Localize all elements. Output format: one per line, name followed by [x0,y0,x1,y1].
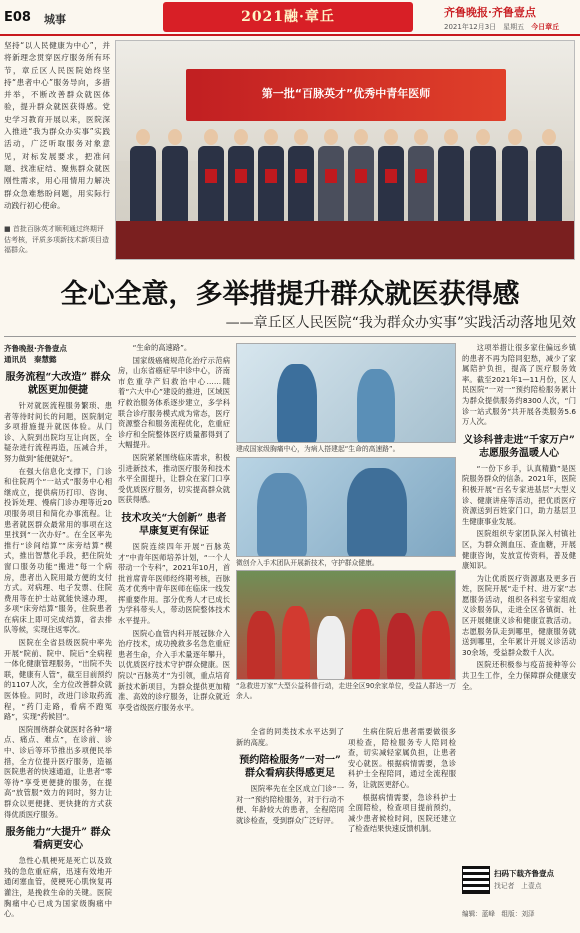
editor-credits: 编辑：蓝峰 组版：刘泽 [462,910,535,918]
article-column-1 [4,343,112,923]
photo-screen [186,69,506,121]
paragraph: 医院连续四年开展“百脉英才”中青年医师培养计划，“一个人带动一个专科”，2021年10月，首批首席青年医师经终期考核，百脉英才优秀中青年医师在临床一线发挥重要作用。部分优秀人才已成长为学科带头人，带动医院整体技术水平提升。 [118,541,230,626]
paragraph: 医院紧紧围绕临床需求，积极引进新技术，推动医疗服务和技术水平全面提升，让群众在家门口享受优质医疗服务，切实提高群众就医获得感。 [118,452,230,505]
banner-title: 2021融·章丘 [241,9,335,25]
byline-reporter: 通讯员 秦慧懿 [4,355,57,364]
paragraph: 医院还积极参与疫苗接种等公共卫生工作，全力保障群众健康安全。 [462,660,576,691]
paragraph: 为让优质医疗资源惠及更多百姓，医院开展“走千村、进万家”志愿服务活动，组织各科室专家组成义诊服务队，走进全区各镇街、社区开展健康义诊和健康宣教活动。志愿服务队走到哪里，健康服务就送到哪里，全年累计开展义诊活动30余场，受益群众数千人次。 [462,573,576,657]
article-column-4 [462,343,576,861]
divider [4,336,576,337]
qr-code[interactable] [462,866,490,894]
section-heading: 服务流程“大改造” 群众就医更加便捷 [5,372,111,396]
headline: 全心全意，多举措提升群众就医获得感 [60,279,520,310]
intro-text: 坚持“以人民健康为中心”，并将新理念贯穿医疗服务所有环节，章丘区人民医院始终坚持“患者中心”服务导向，多措并举，不断改善群众就医体验，提升群众就医获得感。党史学习教育开展以来，医院深入推进“我为群众办实事”实践活动，广泛听取服务对象意见，对标发展要求，把准问题、找准症结、聚焦群众就医刚性需求，用心用情用力解决群众急难愁盼问题，用实际行动践行初心使命。 [4,41,110,210]
paragraph: 国家级癌痛规范化治疗示范病房，山东省癌症早中诊中心，济南市危重孕产妇救治中心……随着“六大中心”建设的推进，区域医疗救治服务体系逐步建立，多学科联合诊疗服务模式成为常态，医疗资源整合和服务流程优化，危重症诊疗和全院整体医疗质量都得到了大幅提升。 [118,355,230,450]
paragraph: “生命的高速路”。 [132,343,192,352]
page-header [0,0,580,36]
ceremony-photo [115,40,575,260]
paragraph: 急性心肌梗死是死亡以及致残的急危重症病，迅速有效地开通闭塞血管，使梗死心肌恢复再灌注，是挽救生命的关键。医院胸痛中心已成为国家级胸痛中心。 [4,856,112,919]
photo-caption: 建成国家级胸痛中心，为病人搭建起“生命的高速路”。 [236,445,400,453]
chest-pain-center-photo [236,343,456,443]
paragraph: 针对就医流程服务繁琐、患者等待时间长的问题，医院制定多项措施提升就医体验。从门诊、入院到出院均互让向医，全疑杂进行流程再造，压减合并，努力做到“能便就好”。 [4,401,112,463]
column-banner [163,2,413,32]
byline-source: 齐鲁晚报·齐鲁壹点 [4,344,67,353]
paragraph: 医院在全省县级医院中率先开展“院前、院中、院后”全病程一体化健康管理服务，“出院不失联，健康有人管”，截至目前预约的1107人次，全方位改善群众就医体验。同时，改进门诊取药流程，“药门走路，看病不跑冤路”，实现“药候回”。 [4,638,112,722]
photo-caption-top: ■ 首批百脉英才顺利通过终期评估考核，评质多项新技术新项目造福群众。 [4,225,109,254]
article-column-3a [236,727,344,927]
edition-name: 今日章丘 [531,23,560,31]
surgery-photo [236,457,456,557]
photo-caption: 微创介入手术团队开展新技术，守护群众健康。 [236,558,379,567]
photo-table [116,221,575,260]
paragraph: 医院心血管内科开展冠脉介入治疗技术，成功挽救多名急危重症患者生命，介入手术量逐年攀升，以优质医疗技术守护群众健康。医院以“百脉英才”为引领，重点培育新技术新项目，为群众提供更加精准、高效的诊疗服务，让群众就近享受省级医疗服务水平。 [118,628,230,712]
photo-caption: “急救进万家”大型公益科普行动，走进全区90余家单位，受益人群达一万余人。 [236,682,456,700]
screen-text: 第一批“百脉英才”优秀中青年医师 [261,87,431,100]
paragraph: 医院围绕群众就医时各种“堵点、痛点、难点”，在诊前、诊中、诊后等环节推出多项便民举措，全方位提升医疗服务，造福医院患者的快速通道，让患者“零等待”享受更便捷的服务，在提高“放管服”效力的同时，努力让群众以更便捷、更快捷的方式获得优质医疗服务。 [4,724,112,819]
paragraph: 在强大信息化支撑下，门诊和住院两个“一站式”服务中心相继成立，提供病历打印、咨询、投诉处理、慢病门诊办理等近20项服务项目和简化办事流程。让患者就医群众最常用的事项在这里找到“一次办好”。在全区率先推行“诊间结算”“床旁结算”模式，推出智慧化手段，把住院处窗口服务功能“搬进”每一个病房，患者出入院用最方便的支付方式。对病理、电子发票、住院费用等在护士站就能快速办理，多项“床旁结算”服务，住院患者在病床上即可完成结算，省去排队等候，实现住返零次。 [4,466,112,635]
subheadline: ——章丘区人民医院“我为群众办实事”实践活动落地见效 [225,315,576,331]
article-column-3b [348,727,456,927]
paragraph: 这项举措让很多家住偏远乡镇的患者不再为陪同犯愁，减少了家属陪护负担，提高了医疗服务效率。截至2021年1—11月份，区人民医院“一对一”预约陪检服务累计为群众提供服务约8300人次，“门诊一站式服务”共开展各类服务5.6万人次。 [462,343,576,427]
section-heading: 预约陪检服务“一对一” 群众看病获得感更足 [239,755,341,780]
qr-sublabel: 找记者 上壹点 [494,882,542,890]
paragraph: 根据病情需要，急诊科护士全面陪检，检查项目提前预约，减少患者候检时间，医院还建立了检查结果快速反馈机制。 [348,792,456,834]
section-heading: 义诊科普走进“千家万户” 志愿服务温暖人心 [463,434,575,459]
paragraph: 全省的同类技术水平达到了新的高度。 [236,727,344,747]
paragraph: 医院组织专家团队深入村镇社区，为群众测血压、查血糖，开展健康咨询，发放宣传资料，普及健康知识。 [462,529,576,571]
article-column-2 [118,343,230,923]
issue-date: 2021年12月3日 星期五 [444,23,525,31]
qr-label: 扫码下载齐鲁壹点 [494,869,554,878]
section-heading: 服务能力“大提升” 群众看病更安心 [5,827,111,852]
paragraph: 医院率先在全区成立门诊“一对一”预约陪检服务，对于行动不便、年龄较大的患者，全程陪同就诊检查，受到群众广泛好评。 [236,784,344,825]
dateline [444,22,559,32]
section-name: 城事 [44,13,66,26]
page-number: E08 [4,10,31,25]
section-heading: 技术攻关“大创新” 患者早康复更有保证 [121,512,227,537]
paragraph: 生病住院后患者需要做很多项检查，陪检服务专人陪同检查，切实减轻家属负担，让患者安心就医。根据病情需要，急诊科护士全程陪同，通过全流程服务，让就医更舒心。 [348,727,456,789]
newspaper-logo: 齐鲁晚报·齐鲁壹点 [444,6,536,19]
volunteer-photo [236,570,456,680]
paragraph: “一份下乡手，认真精勤”是医院服务群众的信条。2021年，医院积极开展“百名专家进基层”大型义诊、健康讲座等活动，把优质医疗资源送到百姓家门口，助力基层卫生健康事业发展。 [462,463,576,526]
